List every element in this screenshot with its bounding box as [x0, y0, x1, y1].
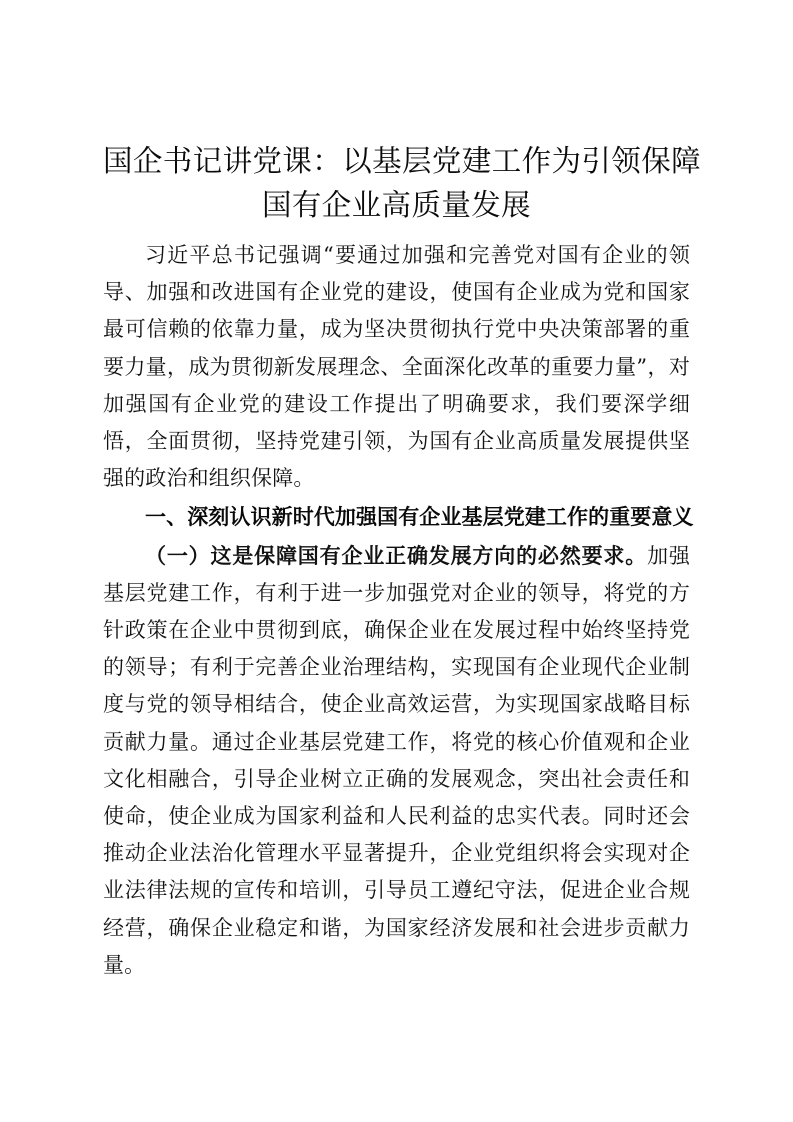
paragraph-lead-sentence: （一）这是保障国有企业正确发展方向的必然要求。 [145, 542, 648, 568]
page-title-line-2: 国有企业高质量发展 [261, 188, 532, 222]
paragraph-intro: 习近平总书记强调“要通过加强和完善党对国有企业的领导、加强和改进国有企业党的建设，使国有企业成为党和国家最可信赖的依靠力量，成为坚决贯彻执行党中央决策部署的重要力量，成为贯彻新发展理念、全面深化改革的重要力量”，对加强国有企业党的建设工作提出了明确要求，我们要深学细悟，全面贯彻，坚持党建引领，为国有企业高质量发展提供坚强的政治和组织保障。 [103, 243, 690, 491]
paragraph-section-1-item-1 [103, 537, 690, 984]
paragraph-body-text: 加强基层党建工作，有利于进一步加强党对企业的领导，将党的方针政策在企业中贯彻到底，确保企业在发展过程中始终坚持党的领导；有利于完善企业治理结构，实现国有企业现代企业制度与党的领导相结合，使企业高效运营，为实现国家战略目标贡献力量。通过企业基层党建工作，将党的核心价值观和企业文化相融合，引导企业树立正确的发展观念，突出社会责任和使命，使企业成为国家利益和人民利益的忠实代表。同时还会推动企业法治化管理水平显著提升，企业党组织将会实现对企业法律法规的宣传和培训，引导员工遵纪守法，促进企业合规经营，确保企业稳定和谐，为国家经济发展和社会进步贡献力量。 [103, 543, 690, 977]
page-title [103, 139, 702, 227]
section-heading-1: 一、深刻认识新时代加强国有企业基层党建工作的重要意义 [145, 505, 694, 530]
page-title-line-1: 国企书记讲党课：以基层党建工作为引领保障 [103, 144, 702, 178]
document-content [103, 139, 702, 984]
